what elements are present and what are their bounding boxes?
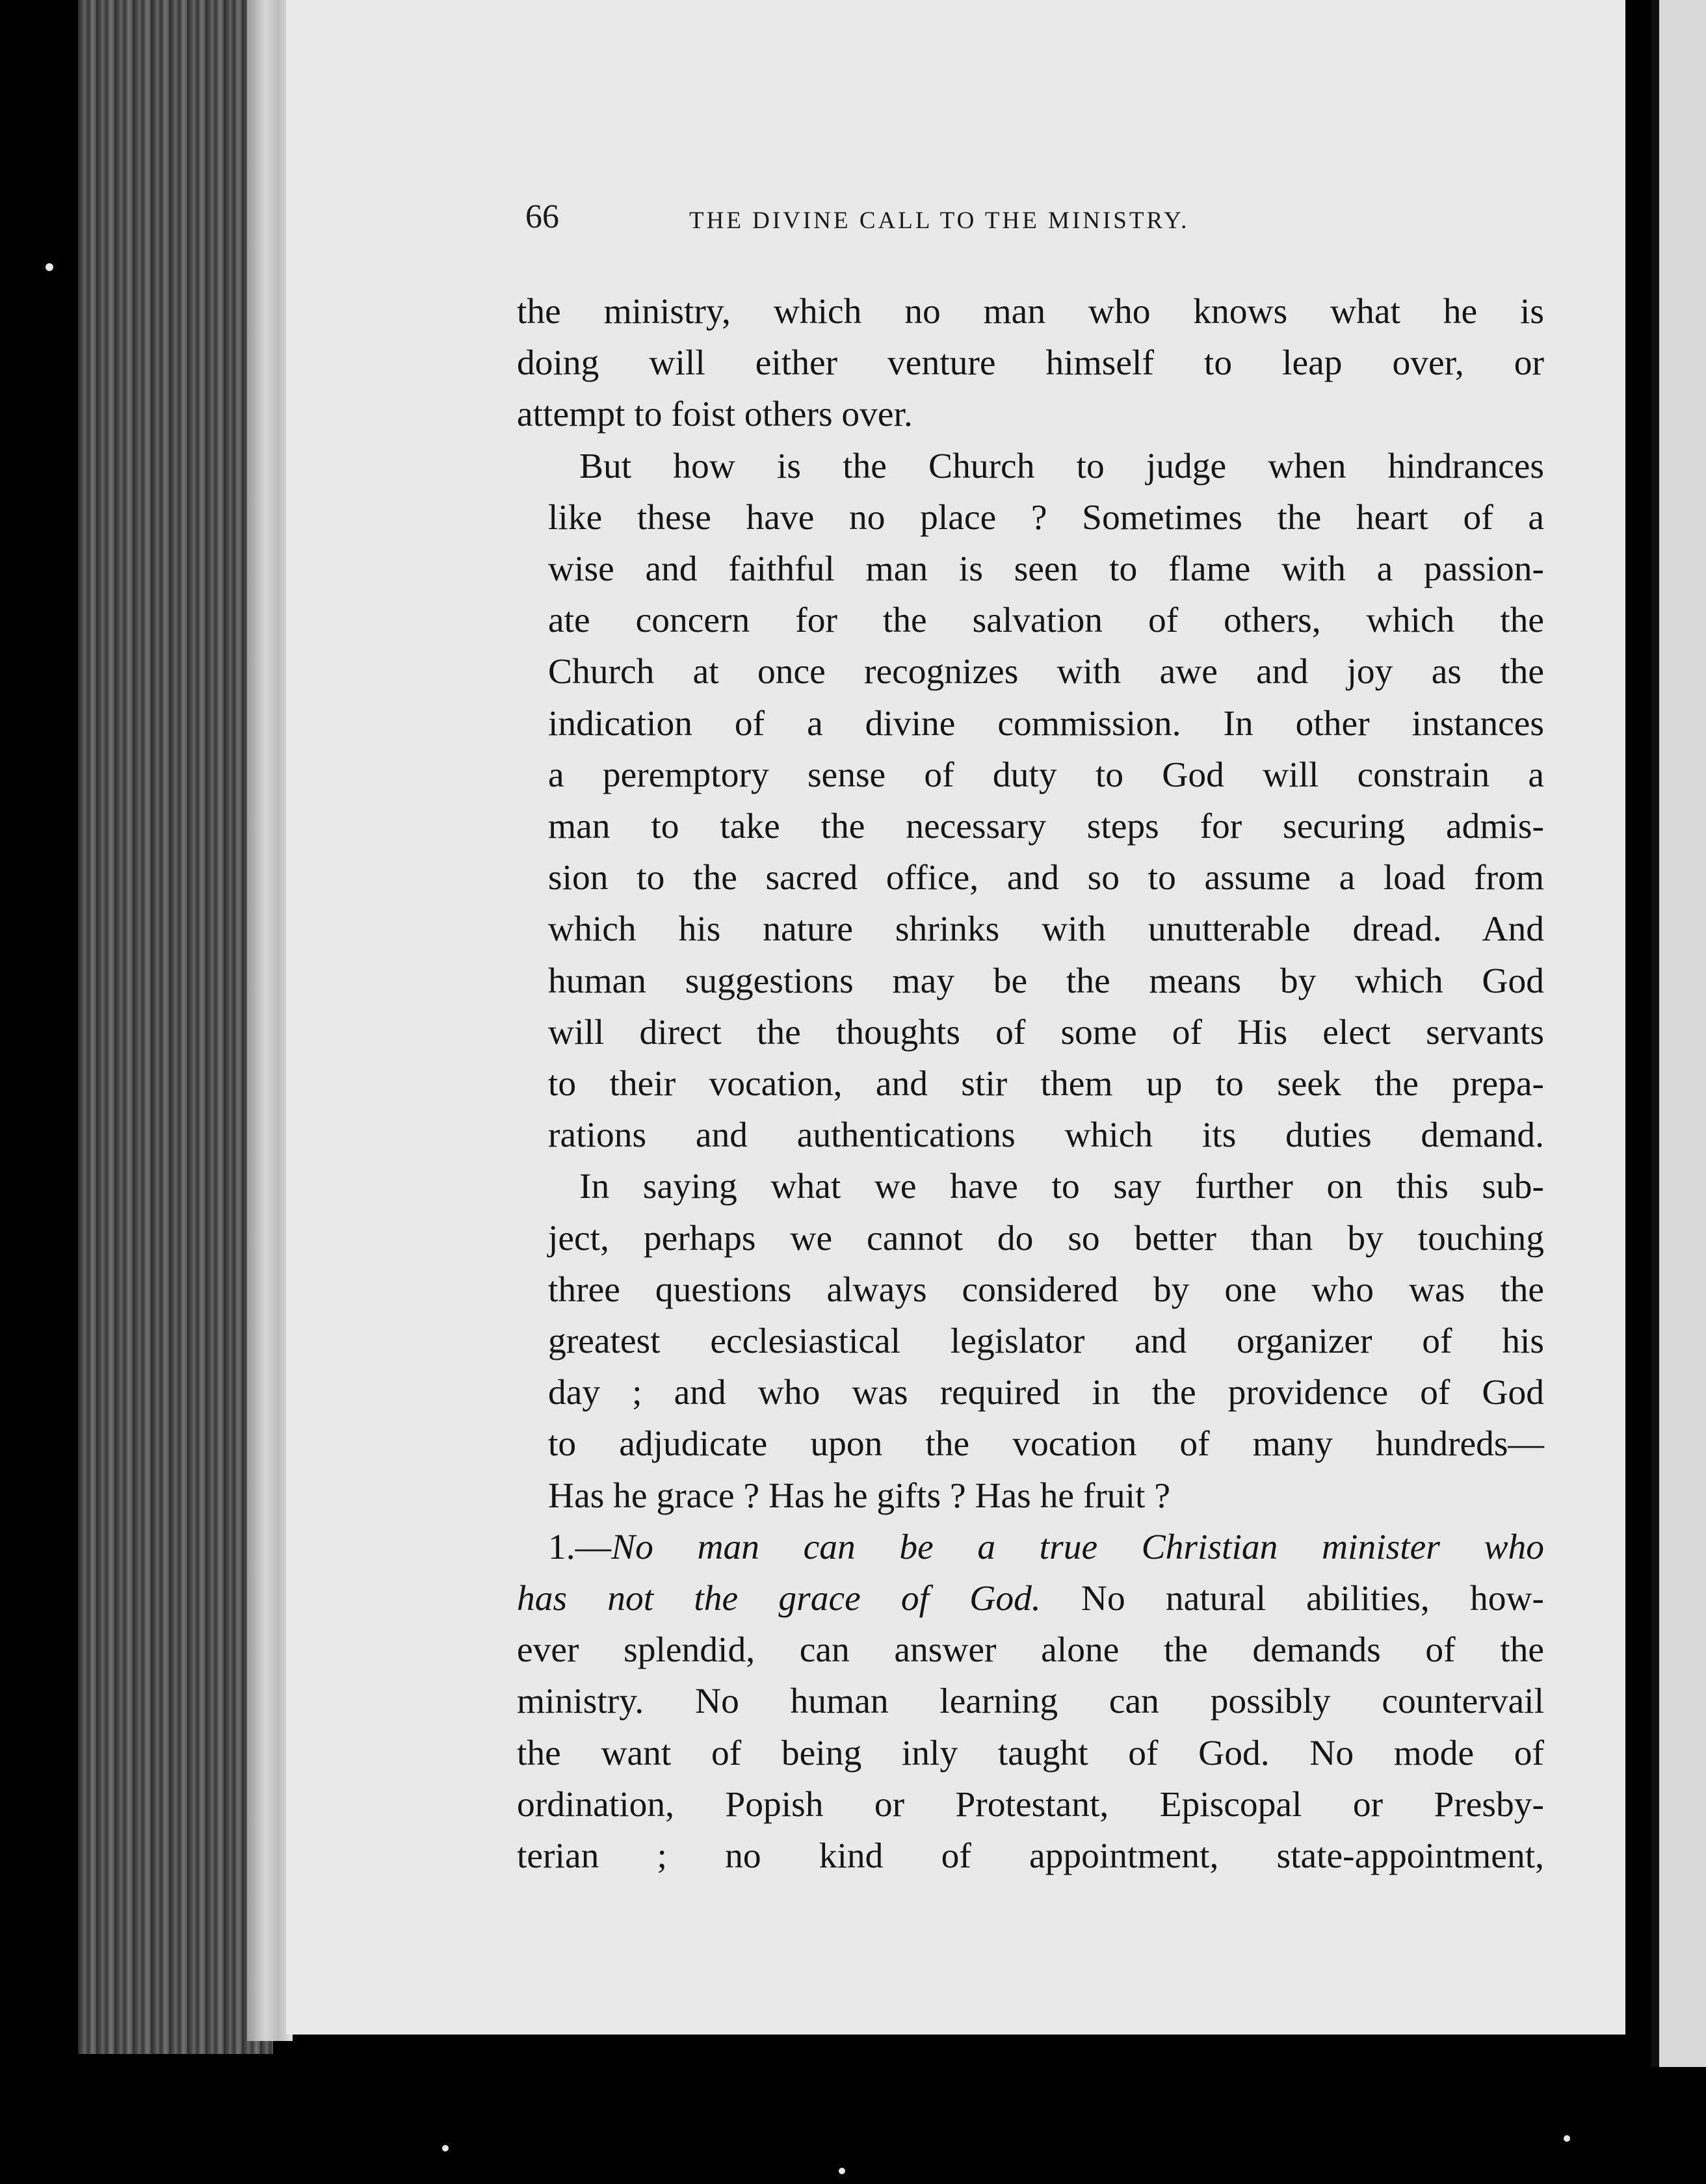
- facing-page-edge: [1651, 0, 1706, 2067]
- text-line: the want of being inly taught of God. No mode of: [517, 1733, 1544, 1773]
- book-fore-edge: [78, 0, 273, 2054]
- text-line: ministry. No human learning can possibly countervail: [517, 1682, 1544, 1722]
- text-line: ordination, Popish or Protestant, Episcopal or Presby-: [517, 1784, 1544, 1825]
- text-line: human suggestions may be the means by which God: [548, 961, 1544, 1001]
- text-line: to adjudicate upon the vocation of many hundreds—: [548, 1424, 1544, 1464]
- paragraph-church-judgment: [517, 441, 1544, 1162]
- italic-lead: has not the grace of God.: [517, 1579, 1041, 1619]
- text-line: terian ; no kind of appointment, state-appointment,: [517, 1836, 1544, 1877]
- scan-speck: [46, 263, 53, 271]
- paragraph-continuation: [517, 286, 1544, 441]
- text-line: to their vocation, and stir them up to seek the prepa-: [548, 1064, 1544, 1104]
- text-line: indication of a divine commission. In other instances: [548, 703, 1544, 744]
- text-line: But how is the Church to judge when hindrances: [579, 446, 1544, 486]
- text-line: Has he grace ? Has he gifts ? Has he fruit ?: [548, 1476, 1170, 1516]
- text-line: like these have no place ? Sometimes the heart of a: [548, 497, 1544, 538]
- text-line: greatest ecclesiastical legislator and organizer of his: [548, 1321, 1544, 1362]
- text-line: ever splendid, can answer alone the demands of the: [517, 1630, 1544, 1670]
- text-line: rations and authentications which its duties demand.: [548, 1115, 1544, 1156]
- page-number: 66: [525, 198, 559, 235]
- paragraph-numbered-grace: [517, 1522, 1544, 1882]
- text-line: ate concern for the salvation of others, which the: [548, 601, 1544, 641]
- body-text: [517, 286, 1544, 1882]
- text-line: will direct the thoughts of some of His elect servants: [548, 1012, 1544, 1052]
- text-line: man to take the necessary steps for securing admis-: [548, 807, 1544, 847]
- text-line: In saying what we have to say further on this sub-: [579, 1167, 1544, 1207]
- scan-speck: [442, 2145, 449, 2152]
- text-line: day ; and who was required in the providence of God: [548, 1373, 1544, 1413]
- page-header: [525, 195, 1410, 254]
- text-line: a peremptory sense of duty to God will constrain a: [548, 755, 1544, 795]
- text-line: Church at once recognizes with awe and joy as the: [548, 652, 1544, 692]
- text-line: attempt to foist others over.: [517, 395, 913, 435]
- text-line: the ministry, which no man who knows what he is: [517, 292, 1544, 332]
- text-line: three questions always considered by one who was the: [548, 1269, 1544, 1310]
- text-line: [517, 1522, 1544, 1573]
- text-line: sion to the sacred office, and so to assume a load from: [548, 858, 1544, 898]
- text-line: [517, 1573, 1544, 1624]
- paragraph-three-questions: [517, 1161, 1544, 1521]
- scan-speck: [1564, 2135, 1570, 2142]
- text-line: doing will either venture himself to leap over, or: [517, 343, 1544, 384]
- text-run: No natural abilities, how-: [1040, 1579, 1545, 1619]
- scan-speck: [839, 2168, 845, 2174]
- section-number: 1.—: [548, 1527, 612, 1567]
- text-line: ject, perhaps we cannot do so better than by touching: [548, 1218, 1544, 1258]
- text-line: wise and faithful man is seen to flame with a passion-: [548, 549, 1544, 590]
- text-line: which his nature shrinks with unutterable dread. And: [548, 909, 1544, 950]
- italic-lead: No man can be a true Christian minister who: [611, 1527, 1544, 1567]
- running-head: THE DIVINE CALL TO THE MINISTRY.: [689, 207, 1190, 234]
